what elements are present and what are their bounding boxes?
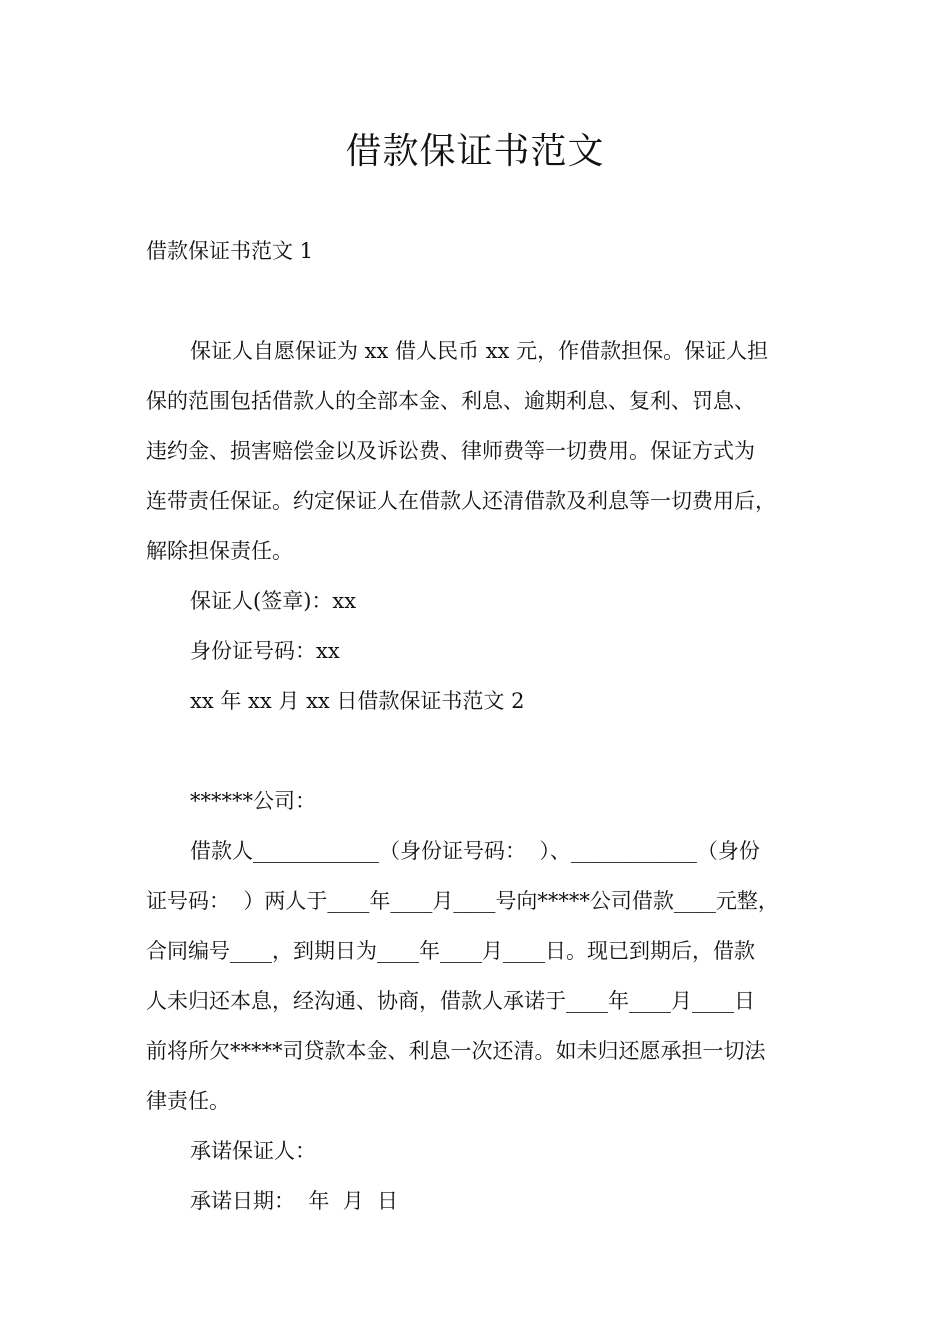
section-1-heading: 借款保证书范文 1 [146,239,314,263]
section-1-paragraph-line: 违约金、损害赔偿金以及诉讼费、律师费等一切费用。保证方式为 [146,439,755,463]
section-2-commit-date: 承诺日期： 年 月 日 [190,1189,399,1213]
section-2-paragraph-line: 合同编号____，到期日为____年____月____日。现已到期后，借款 [146,939,755,963]
section-1-date-and-next-heading: xx 年 xx 月 xx 日借款保证书范文 2 [190,689,525,713]
section-1-paragraph-line: 保证人自愿保证为 xx 借人民币 xx 元，作借款担保。保证人担 [190,339,769,363]
document-title: 借款保证书范文 [345,131,605,172]
section-2-addressee: ******公司： [190,789,316,813]
section-1-paragraph-line: 保的范围包括借款人的全部本金、利息、逾期利息、复利、罚息、 [146,389,755,413]
section-1-id-number: 身份证号码：xx [190,639,340,663]
section-1-signature: 保证人(签章)：xx [190,589,357,613]
section-1-paragraph-line: 连带责任保证。约定保证人在借款人还清借款及利息等一切费用后， [146,489,776,513]
section-2-paragraph-line: 证号码： ）两人于____年____月____号向*****公司借款____元整， [146,889,779,913]
section-2-paragraph-line: 借款人____________（身份证号码： ）、____________（身份 [190,839,760,863]
section-2-guarantor: 承诺保证人： [190,1139,316,1163]
section-2-paragraph-line: 人未归还本息，经沟通、协商，借款人承诺于____年____月____日 [146,989,755,1013]
section-1-paragraph-line: 解除担保责任。 [146,539,293,563]
section-2-paragraph-line: 律责任。 [146,1089,230,1113]
section-2-paragraph-line: 前将所欠*****司贷款本金、利息一次还清。如未归还愿承担一切法 [146,1039,766,1063]
